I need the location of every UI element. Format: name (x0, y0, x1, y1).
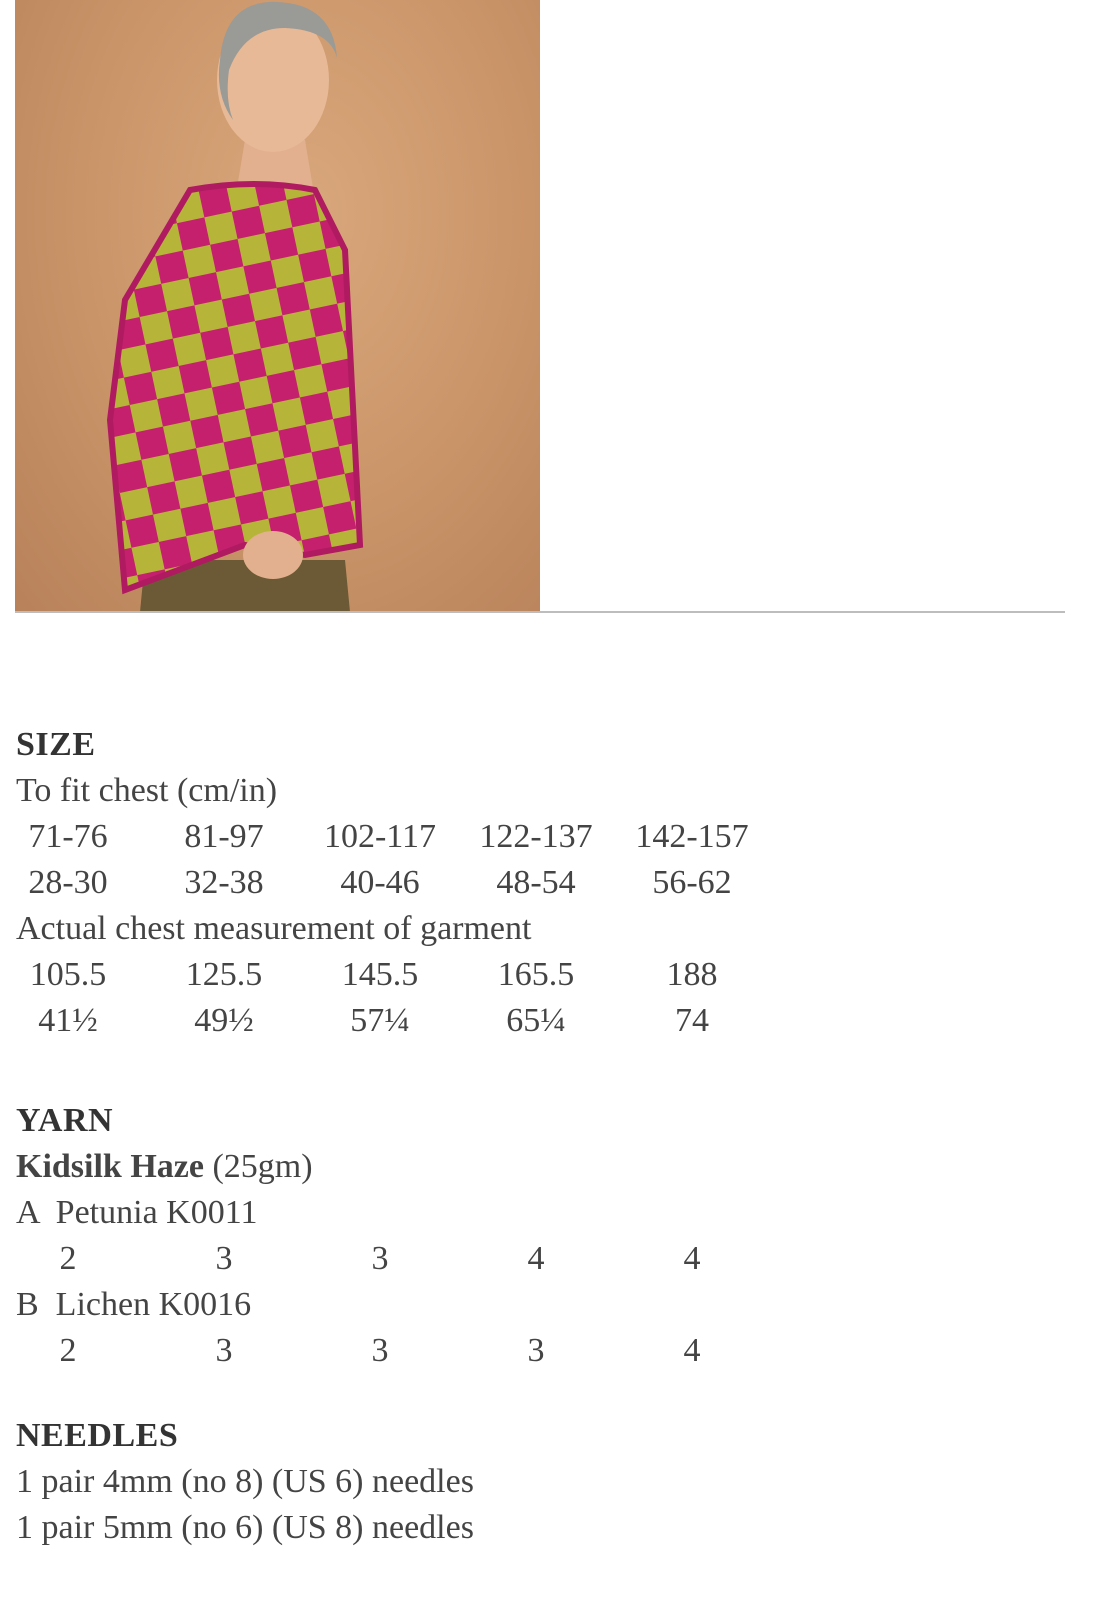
actual-in-value: 49½ (194, 1002, 254, 1039)
colour-a-row (16, 1236, 836, 1282)
size-heading: SIZE (16, 726, 96, 763)
yarn-name: Kidsilk Haze (16, 1148, 204, 1185)
actual-in-value: 65¼ (506, 1002, 566, 1039)
yarn-name-line (16, 1144, 836, 1190)
actual-cm-value: 145.5 (341, 956, 419, 993)
to-fit-in-row (16, 860, 836, 906)
colour-a-quantity: 2 (59, 1240, 77, 1277)
to-fit-cm-value: 81-97 (184, 818, 264, 855)
yarn-weight: (25gm) (212, 1148, 313, 1185)
colour-b-quantity: 3 (371, 1332, 389, 1369)
actual-cm-row (16, 952, 836, 998)
colour-b-quantity: 3 (215, 1332, 233, 1369)
yarn-section (16, 1098, 836, 1374)
to-fit-in-value: 56-62 (652, 864, 732, 901)
actual-in-value: 57¼ (350, 1002, 410, 1039)
actual-cm-value: 165.5 (497, 956, 575, 993)
to-fit-cm-row (16, 814, 836, 860)
to-fit-cm-value: 142-157 (635, 818, 749, 855)
colour-a-label: A Petunia K0011 (16, 1194, 258, 1231)
actual-measurement-label: Actual chest measurement of garment (16, 910, 532, 947)
to-fit-cm-value: 122-137 (479, 818, 593, 855)
to-fit-in-value: 32-38 (184, 864, 264, 901)
colour-a-quantity: 4 (527, 1240, 545, 1277)
needles-heading: NEEDLES (16, 1417, 179, 1454)
yarn-heading: YARN (16, 1102, 114, 1139)
to-fit-cm-value: 102-117 (323, 818, 437, 855)
colour-a-quantity: 4 (683, 1240, 701, 1277)
actual-cm-value: 188 (666, 956, 718, 993)
actual-in-row (16, 998, 836, 1044)
colour-b-quantity: 4 (683, 1332, 701, 1369)
model-illustration (15, 0, 540, 612)
size-section (16, 722, 836, 1044)
colour-a-quantity: 3 (215, 1240, 233, 1277)
needle-item: 1 pair 5mm (no 6) (US 8) needles (16, 1509, 474, 1546)
to-fit-in-value: 28-30 (28, 864, 108, 901)
actual-in-value: 41½ (38, 1002, 98, 1039)
actual-cm-value: 125.5 (185, 956, 263, 993)
divider-line (15, 611, 1065, 613)
actual-cm-value: 105.5 (29, 956, 107, 993)
colour-b-quantity: 2 (59, 1332, 77, 1369)
colour-b-label: B Lichen K0016 (16, 1286, 252, 1323)
actual-in-value: 74 (675, 1002, 709, 1039)
needle-item: 1 pair 4mm (no 8) (US 6) needles (16, 1463, 474, 1500)
to-fit-cm-value: 71-76 (28, 818, 108, 855)
to-fit-label: To fit chest (cm/in) (16, 772, 278, 809)
colour-b-quantity: 3 (527, 1332, 545, 1369)
to-fit-in-value: 40-46 (340, 864, 420, 901)
colour-a-quantity: 3 (371, 1240, 389, 1277)
needles-section (16, 1413, 836, 1551)
model-photo (15, 0, 540, 612)
to-fit-in-value: 48-54 (496, 864, 576, 901)
colour-b-row (16, 1328, 836, 1374)
